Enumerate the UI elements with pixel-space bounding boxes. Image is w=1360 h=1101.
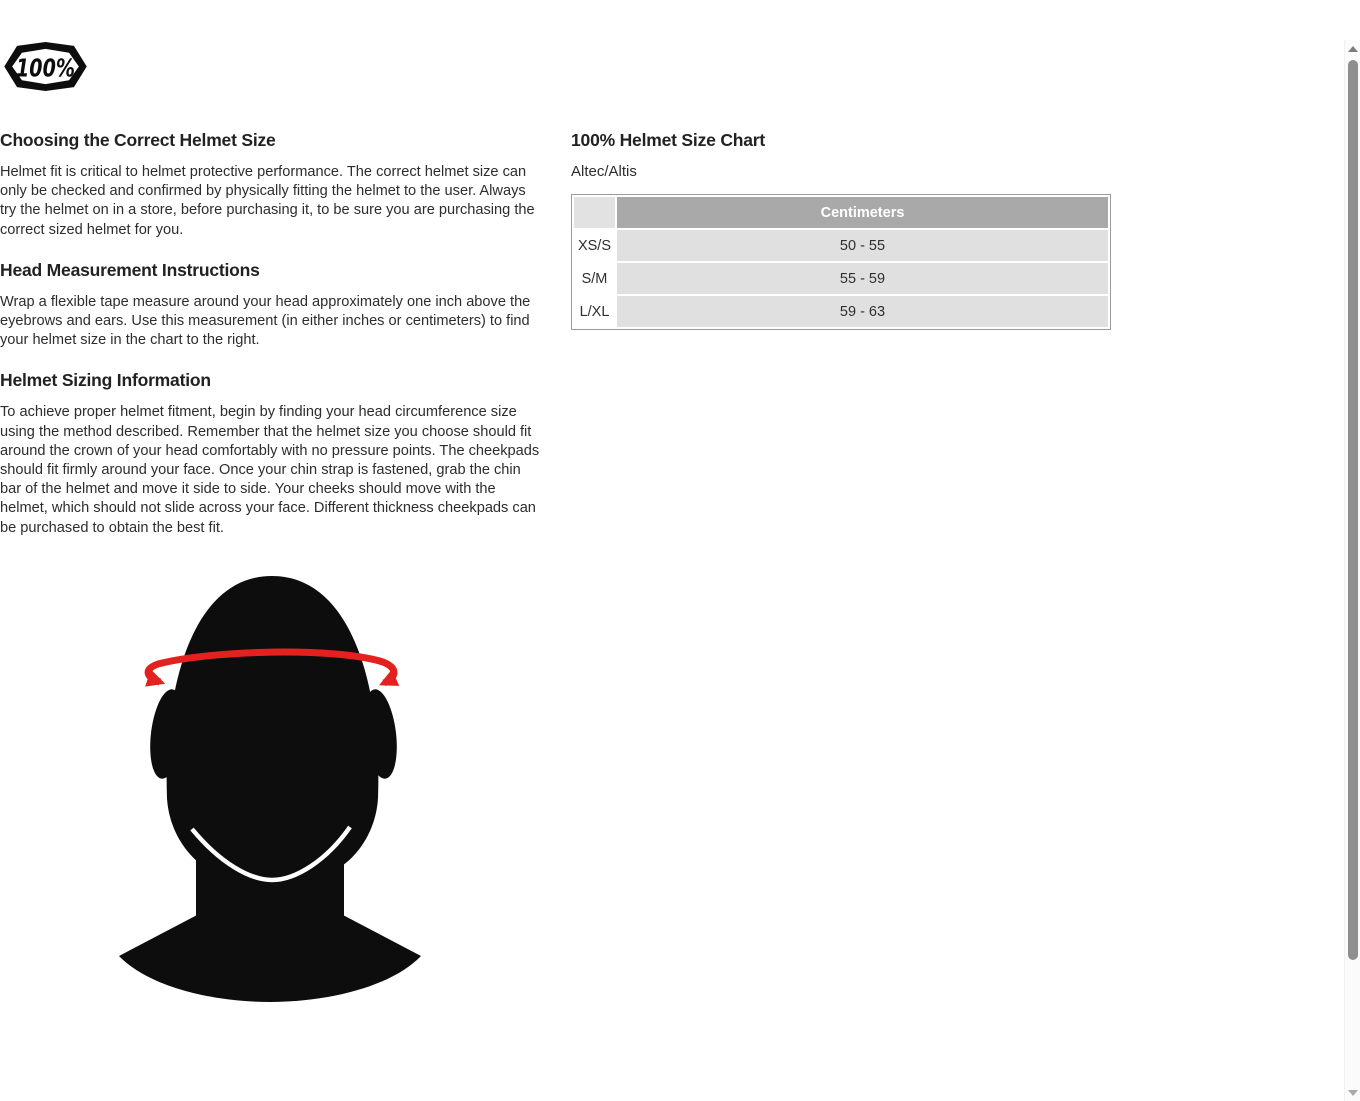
table-row-sm [574,263,1108,294]
section-heading: Choosing the Correct Helmet Size [0,130,276,150]
size-chart-table [571,194,1111,330]
scrollbar[interactable] [1344,40,1360,1101]
cm-range-cell: 50 - 55 [617,230,1108,261]
section-head-measurement [0,260,540,351]
section-body: Wrap a flexible tape measure around your head approximately one inch above the eyebrows and ears. Use this measurement (in either inches or centimeters) to find your helmet size in the chart to the right. [0,293,531,349]
size-chart-subtitle: Altec/Altis [571,163,637,180]
size-label-cell: S/M [574,263,615,294]
scroll-up-arrow-icon[interactable] [1348,46,1358,52]
size-chart-column [571,130,1111,1018]
section-body: To achieve proper helmet fitment, begin by finding your head circumference size using the method described. Remember that the helmet size you choose should fit around the crown of your head comfortably with no pressure points. The cheekpads should fit firmly around your face. Once your chin strap is fastened, grab the chin bar of the helmet and move it side to side. Your cheeks should move with the helmet, which should not slide across your face. Different thickness cheekpads can be purchased to obtain the best fit. [0,404,540,536]
table-corner-cell [574,197,615,228]
scroll-down-arrow-icon[interactable] [1348,1090,1358,1096]
instructions-column [0,130,540,1018]
brand-logo [2,40,89,93]
cm-range-cell: 59 - 63 [617,296,1108,327]
table-header-centimeters: Centimeters [617,197,1108,228]
head-measurement-figure [100,558,450,1018]
cm-range-cell: 55 - 59 [617,263,1108,294]
head-silhouette [119,576,421,1002]
size-label-cell: L/XL [574,296,615,327]
head-silhouette-graphic [100,558,450,1018]
size-chart-title: 100% Helmet Size Chart [571,130,766,150]
brand-logo-badge [2,40,89,93]
section-choosing-size [0,130,540,240]
helmet-size-guide-page [0,40,1360,1101]
table-row-lxl [574,296,1108,327]
logo-text: 100% [16,53,75,83]
section-heading: Head Measurement Instructions [0,259,260,280]
scrollbar-thumb[interactable] [1348,60,1358,960]
size-label-cell: XS/S [574,230,615,261]
shoulders-shape [119,914,421,1002]
table-row-xss [574,230,1108,261]
section-sizing-information [0,370,540,537]
content-columns [0,130,1360,1018]
section-heading: Helmet Sizing Information [0,370,211,391]
skull-shape [167,576,379,870]
table-header-row [574,197,1108,228]
section-body: Helmet fit is critical to helmet protective performance. The correct helmet size can only be checked and confirmed by physically fitting the helmet to the user. Always try the helmet on in a store, before purchasing it, to be sure you are purchasing the correct sized helmet for you. [0,164,535,238]
